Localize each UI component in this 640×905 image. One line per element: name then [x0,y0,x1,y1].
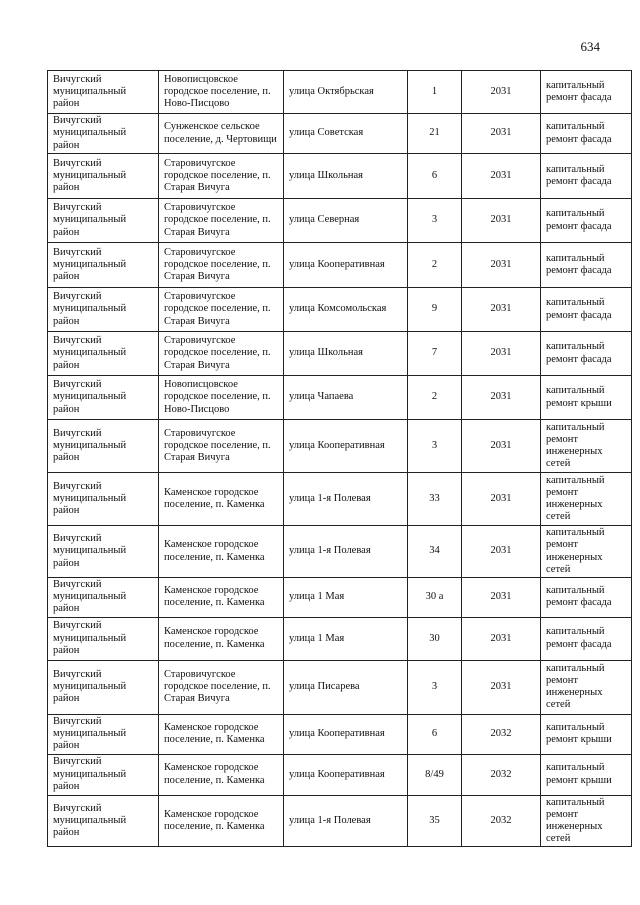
table-row [48,473,632,526]
settlement-cell: Новописцовское городское поселение, п. Ново-Писцово [159,71,284,114]
table-row [48,420,632,473]
settlement-cell: Сунженское сельское поселение, д. Чертовищи [159,114,284,154]
page-number: 634 [580,39,600,54]
district-cell: Вичугский муниципальный район [48,795,159,847]
settlement-cell: Старовичугское городское поселение, п. Старая Вичуга [159,332,284,376]
district-cell: Вичугский муниципальный район [48,526,159,578]
house-number-cell: 2 [408,243,462,288]
work-type-cell: капитальный ремонт фасада [541,154,632,199]
year-cell: 2031 [462,114,541,154]
street-cell: улица Кооперативная [284,754,408,795]
street-cell: улица Школьная [284,154,408,199]
settlement-cell: Каменское городское поселение, п. Каменка [159,754,284,795]
table-row [48,714,632,754]
year-cell: 2031 [462,420,541,473]
house-number-cell: 3 [408,660,462,714]
settlement-cell: Старовичугское городское поселение, п. Старая Вичуга [159,243,284,288]
district-cell: Вичугский муниципальный район [48,473,159,526]
house-number-cell: 33 [408,473,462,526]
table-row [48,71,632,114]
year-cell: 2031 [462,376,541,420]
table-row [48,754,632,795]
house-number-cell: 30 а [408,578,462,618]
work-type-cell: капитальный ремонт фасада [541,243,632,288]
table-row [48,617,632,660]
settlement-cell: Каменское городское поселение, п. Каменка [159,795,284,847]
work-type-cell: капитальный ремонт фасада [541,71,632,114]
table-row [48,660,632,714]
street-cell: улица Школьная [284,332,408,376]
work-type-cell: капитальный ремонт инженерных сетей [541,420,632,473]
year-cell: 2031 [462,473,541,526]
street-cell: улица 1 Мая [284,617,408,660]
work-type-cell: капитальный ремонт крыши [541,376,632,420]
table-row [48,526,632,578]
house-number-cell: 34 [408,526,462,578]
street-cell: улица Кооперативная [284,243,408,288]
work-type-cell: капитальный ремонт инженерных сетей [541,526,632,578]
street-cell: улица Писарева [284,660,408,714]
repair-schedule-table [47,70,632,847]
district-cell: Вичугский муниципальный район [48,332,159,376]
street-cell: улица Октябрьская [284,71,408,114]
district-cell: Вичугский муниципальный район [48,617,159,660]
street-cell: улица 1-я Полевая [284,795,408,847]
street-cell: улица 1-я Полевая [284,473,408,526]
district-cell: Вичугский муниципальный район [48,154,159,199]
settlement-cell: Старовичугское городское поселение, п. Старая Вичуга [159,154,284,199]
settlement-cell: Каменское городское поселение, п. Каменка [159,617,284,660]
table-row [48,154,632,199]
district-cell: Вичугский муниципальный район [48,376,159,420]
street-cell: улица Чапаева [284,376,408,420]
table-row [48,376,632,420]
table-row [48,243,632,288]
settlement-cell: Каменское городское поселение, п. Каменка [159,526,284,578]
work-type-cell: капитальный ремонт фасада [541,332,632,376]
table-row [48,288,632,332]
year-cell: 2031 [462,199,541,243]
year-cell: 2031 [462,526,541,578]
table-row [48,578,632,618]
settlement-cell: Каменское городское поселение, п. Каменка [159,473,284,526]
table-row [48,795,632,847]
house-number-cell: 7 [408,332,462,376]
district-cell: Вичугский муниципальный район [48,660,159,714]
settlement-cell: Старовичугское городское поселение, п. Старая Вичуга [159,420,284,473]
year-cell: 2032 [462,714,541,754]
district-cell: Вичугский муниципальный район [48,754,159,795]
street-cell: улица Кооперативная [284,420,408,473]
house-number-cell: 3 [408,420,462,473]
district-cell: Вичугский муниципальный район [48,420,159,473]
district-cell: Вичугский муниципальный район [48,288,159,332]
year-cell: 2031 [462,332,541,376]
settlement-cell: Новописцовское городское поселение, п. Ново-Писцово [159,376,284,420]
year-cell: 2032 [462,754,541,795]
house-number-cell: 1 [408,71,462,114]
street-cell: улица Комсомольская [284,288,408,332]
work-type-cell: капитальный ремонт крыши [541,754,632,795]
house-number-cell: 3 [408,199,462,243]
year-cell: 2031 [462,154,541,199]
house-number-cell: 35 [408,795,462,847]
work-type-cell: капитальный ремонт фасада [541,199,632,243]
work-type-cell: капитальный ремонт фасада [541,578,632,618]
street-cell: улица Северная [284,199,408,243]
street-cell: улица 1-я Полевая [284,526,408,578]
year-cell: 2032 [462,795,541,847]
district-cell: Вичугский муниципальный район [48,578,159,618]
settlement-cell: Каменское городское поселение, п. Каменка [159,714,284,754]
house-number-cell: 21 [408,114,462,154]
settlement-cell: Старовичугское городское поселение, п. Старая Вичуга [159,288,284,332]
year-cell: 2031 [462,243,541,288]
table-row [48,332,632,376]
settlement-cell: Старовичугское городское поселение, п. Старая Вичуга [159,199,284,243]
house-number-cell: 6 [408,714,462,754]
work-type-cell: капитальный ремонт крыши [541,714,632,754]
work-type-cell: капитальный ремонт фасада [541,288,632,332]
year-cell: 2031 [462,71,541,114]
work-type-cell: капитальный ремонт инженерных сетей [541,795,632,847]
year-cell: 2031 [462,288,541,332]
house-number-cell: 9 [408,288,462,332]
table-row [48,114,632,154]
table-body [48,71,632,847]
district-cell: Вичугский муниципальный район [48,243,159,288]
street-cell: улица Советская [284,114,408,154]
street-cell: улица 1 Мая [284,578,408,618]
district-cell: Вичугский муниципальный район [48,71,159,114]
street-cell: улица Кооперативная [284,714,408,754]
work-type-cell: капитальный ремонт фасада [541,617,632,660]
district-cell: Вичугский муниципальный район [48,199,159,243]
settlement-cell: Каменское городское поселение, п. Каменка [159,578,284,618]
house-number-cell: 6 [408,154,462,199]
work-type-cell: капитальный ремонт инженерных сетей [541,660,632,714]
house-number-cell: 2 [408,376,462,420]
district-cell: Вичугский муниципальный район [48,114,159,154]
year-cell: 2031 [462,578,541,618]
year-cell: 2031 [462,660,541,714]
house-number-cell: 30 [408,617,462,660]
house-number-cell: 8/49 [408,754,462,795]
year-cell: 2031 [462,617,541,660]
settlement-cell: Старовичугское городское поселение, п. Старая Вичуга [159,660,284,714]
work-type-cell: капитальный ремонт фасада [541,114,632,154]
district-cell: Вичугский муниципальный район [48,714,159,754]
work-type-cell: капитальный ремонт инженерных сетей [541,473,632,526]
table-row [48,199,632,243]
